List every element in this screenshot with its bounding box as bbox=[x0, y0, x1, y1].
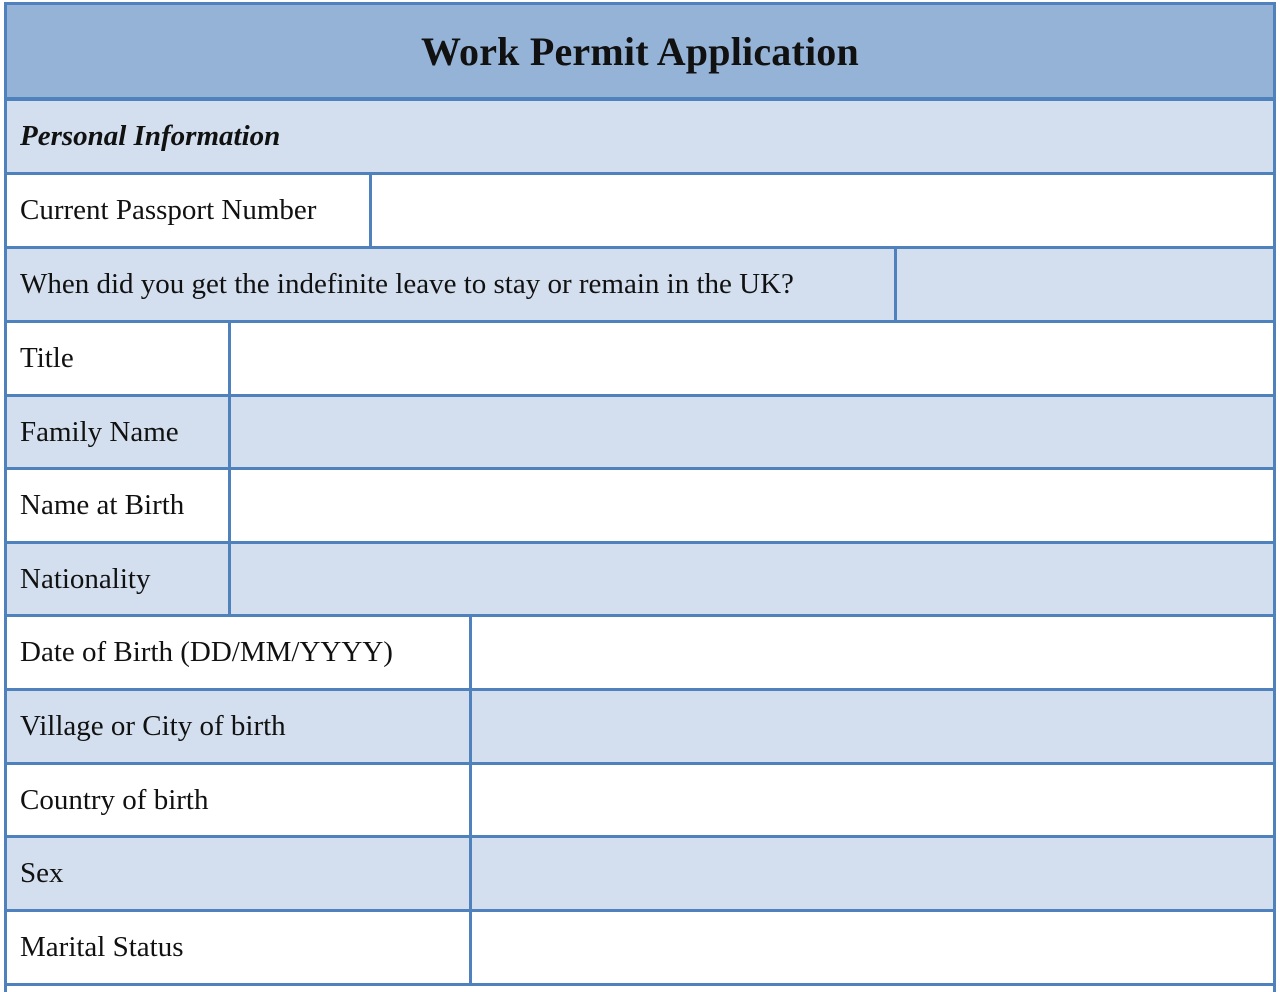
field-label-name-at-birth: Name at Birth bbox=[7, 470, 231, 541]
field-label-date-of-birth: Date of Birth (DD/MM/YYYY) bbox=[7, 617, 472, 688]
section-title: Personal Information bbox=[20, 120, 281, 152]
field-row-sex bbox=[7, 838, 1273, 912]
field-input-country-of-birth[interactable] bbox=[472, 765, 1273, 835]
work-permit-form bbox=[4, 2, 1276, 992]
field-row-family-name bbox=[7, 397, 1273, 470]
field-input-sex[interactable] bbox=[472, 838, 1273, 909]
field-label-city-of-birth: Village or City of birth bbox=[7, 691, 472, 762]
form-title: Work Permit Application bbox=[421, 28, 859, 74]
field-row-passport-number bbox=[7, 175, 1273, 249]
section-header bbox=[7, 101, 1273, 175]
field-label-sex: Sex bbox=[7, 838, 472, 909]
field-label-family-name: Family Name bbox=[7, 397, 231, 467]
field-input-date-of-birth[interactable] bbox=[472, 617, 1273, 688]
field-row-indefinite-leave bbox=[7, 249, 1273, 323]
field-input-title[interactable] bbox=[231, 323, 1273, 394]
field-label-marital-status: Marital Status bbox=[7, 912, 472, 983]
field-input-passport-number[interactable] bbox=[372, 175, 1273, 246]
field-input-nationality[interactable] bbox=[231, 544, 1273, 614]
field-label-country-of-birth: Country of birth bbox=[7, 765, 472, 835]
field-label-title: Title bbox=[7, 323, 231, 394]
field-input-family-name[interactable] bbox=[231, 397, 1273, 467]
field-row-marital-status bbox=[7, 912, 1273, 986]
field-row-name-at-birth bbox=[7, 470, 1273, 544]
field-row-title bbox=[7, 323, 1273, 397]
field-label-nationality: Nationality bbox=[7, 544, 231, 614]
form-header bbox=[7, 5, 1273, 101]
field-input-indefinite-leave[interactable] bbox=[897, 249, 1273, 320]
field-row-nationality bbox=[7, 544, 1273, 617]
field-input-marital-status[interactable] bbox=[472, 912, 1273, 983]
field-input-city-of-birth[interactable] bbox=[472, 691, 1273, 762]
field-row-country-of-birth bbox=[7, 765, 1273, 838]
field-row-city-of-birth bbox=[7, 691, 1273, 765]
field-label-passport-number: Current Passport Number bbox=[7, 175, 372, 246]
field-input-name-at-birth[interactable] bbox=[231, 470, 1273, 541]
field-row-date-of-birth bbox=[7, 617, 1273, 691]
field-label-indefinite-leave: When did you get the indefinite leave to stay or remain in the UK? bbox=[7, 249, 897, 320]
